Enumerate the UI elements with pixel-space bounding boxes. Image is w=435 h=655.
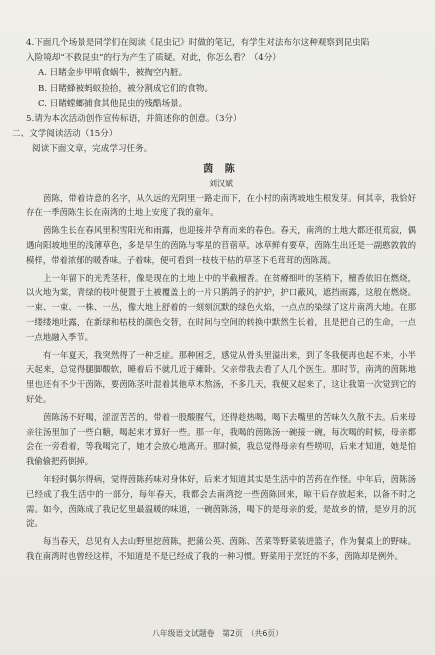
page-footer: 八年级语文试题卷 第2页 （共6页） bbox=[152, 629, 283, 638]
article-paragraph-2: 茵陈生长在春风里积雪阳光和雨露，也迎接并孕育而来的春色。春天，南湾的土地大都还很荒寂，偶遇向阳坡地里的浅薄草色，多是早生的茵陈与零星的苜蓿草。冰草鲜有要草，茵陈生出还是一副憨敦敦的模样，带着浓郁的暖香味。子着味，便可看到一枝枝干枯的草茎下毛茸茸的茵陈蒿。 bbox=[26, 225, 416, 265]
section-two-heading: 二、文学阅读活动（15分） bbox=[12, 129, 118, 140]
article-paragraph-1: 茵陈，带着诗意的名字，从久远的光阴里一路走而下，在小村的南湾坡地生根发芽。何其幸，我恰好存在一季茵陈生长在南湾的土地上安度了我的童年。 bbox=[26, 192, 416, 218]
question-4-line-1: 4.下面几个场景是同学们在阅读《昆虫记》时做的笔记，有学生对法布尔这种观察到昆虫陷 bbox=[26, 38, 370, 48]
article-author: 刘汉斌 bbox=[209, 178, 233, 188]
page-content bbox=[12, 36, 416, 567]
section-two-instruction: 阅读下面文章，完成学习任务。 bbox=[32, 144, 153, 155]
article-title: 茵 陈 bbox=[203, 163, 239, 175]
article-paragraph-4: 有一年夏天，我突然得了一种乏症。那种困乏，感觉从骨头里溢出来，到了冬我便再也起不来，小半天起来，总觉得腿脚酸软，睡着后不就几近于瘫卧。父亲带我去看了人几个医生。那时节，南湾的茵陈地里也还有不少干茵陈，要茵陈茎叶混着其他草木熬汤，不多几天，我便又起来了，这让我第一次觉到它的好处。 bbox=[26, 349, 416, 404]
article-paragraph-5: 茵陈汤不好喝，涩涩苦苦的，带着一股酸腥气，还得趁热喝，喝下去嘴里的苦味久久散不去。后来母亲往汤里加了一些白糖，喝起来才算好一些。那一年，我喝的茵陈汤一碗接一碗，每次喝的时候，母亲都会在一旁看着，等我喝完了，她才会放心地离开。那时候，我总觉得母亲有些唠叨，后来才知道，她是怕我偷偷把药倒掉。 bbox=[26, 411, 416, 467]
question-5: 5.请为本次活动创作宣传标语，并简述你的创意。（3分） bbox=[26, 114, 242, 125]
article-paragraph-7: 每当春天，总见有人去山野里挖茵陈，把蒲公英、茵陈、苦菜等野菜装进篮子，作为餐桌上的野味。我在南湾时也曾经这样，不知道是不是已经成了我的一种习惯。野菜用于烹饪的不多，茵陈却是例外。 bbox=[26, 536, 416, 561]
article-paragraph-3: 上一年留下的光秃茎秆，像是现在的土地上中的半截檀香。在贫瘠细叶的茎梢下，檀香依旧在燃烧，以火地为棠，青绿的枝叶便置于土被覆盖上的一片只鹊鸽子的护护，护口蔽风，遮挡雨露，这般在燃烧。一束、一束、一株、一丛，像大地上舒着的一刻刻沉默的绿色火焰，一点点的染绿了这片南湾大地。在那一缕缕地吐露，在新绿和枯枝的颜色交替，在时间与空间的转换中默然生长着，且是把自己的生命，一点一点地融入季节。 bbox=[26, 272, 416, 342]
article-paragraph-6: 年轻时偶尔得病，觉得茵陈药味对身体好，后来才知道其实是生活中的苦药在作怪。中年后，茵陈汤已经成了我生活中的一部分，每年春天，我都会去南湾挖一些茵陈回来，晾干后存放起来，以备不时之需。如今，茵陈成了我记忆里最温暖的味道，一碗茵陈汤，喝下的是母亲的爱，是故乡的情，是岁月的沉淀。 bbox=[26, 473, 416, 529]
question-4-option-a: A. 日睹金步甲啃食蜗牛，被掏空内脏。 bbox=[38, 68, 188, 79]
question-4-option-c: C. 日睹螳螂捕食其他昆虫的残酷场景。 bbox=[38, 98, 188, 109]
question-4-line-2: 入险境却“不救昆虫”的行为产生了质疑。对此，你怎么看？（4分） bbox=[26, 53, 281, 64]
question-4-option-b: B. 日睹蜂被蚂蚁捡拾，被分割成它们的食物。 bbox=[38, 83, 214, 94]
